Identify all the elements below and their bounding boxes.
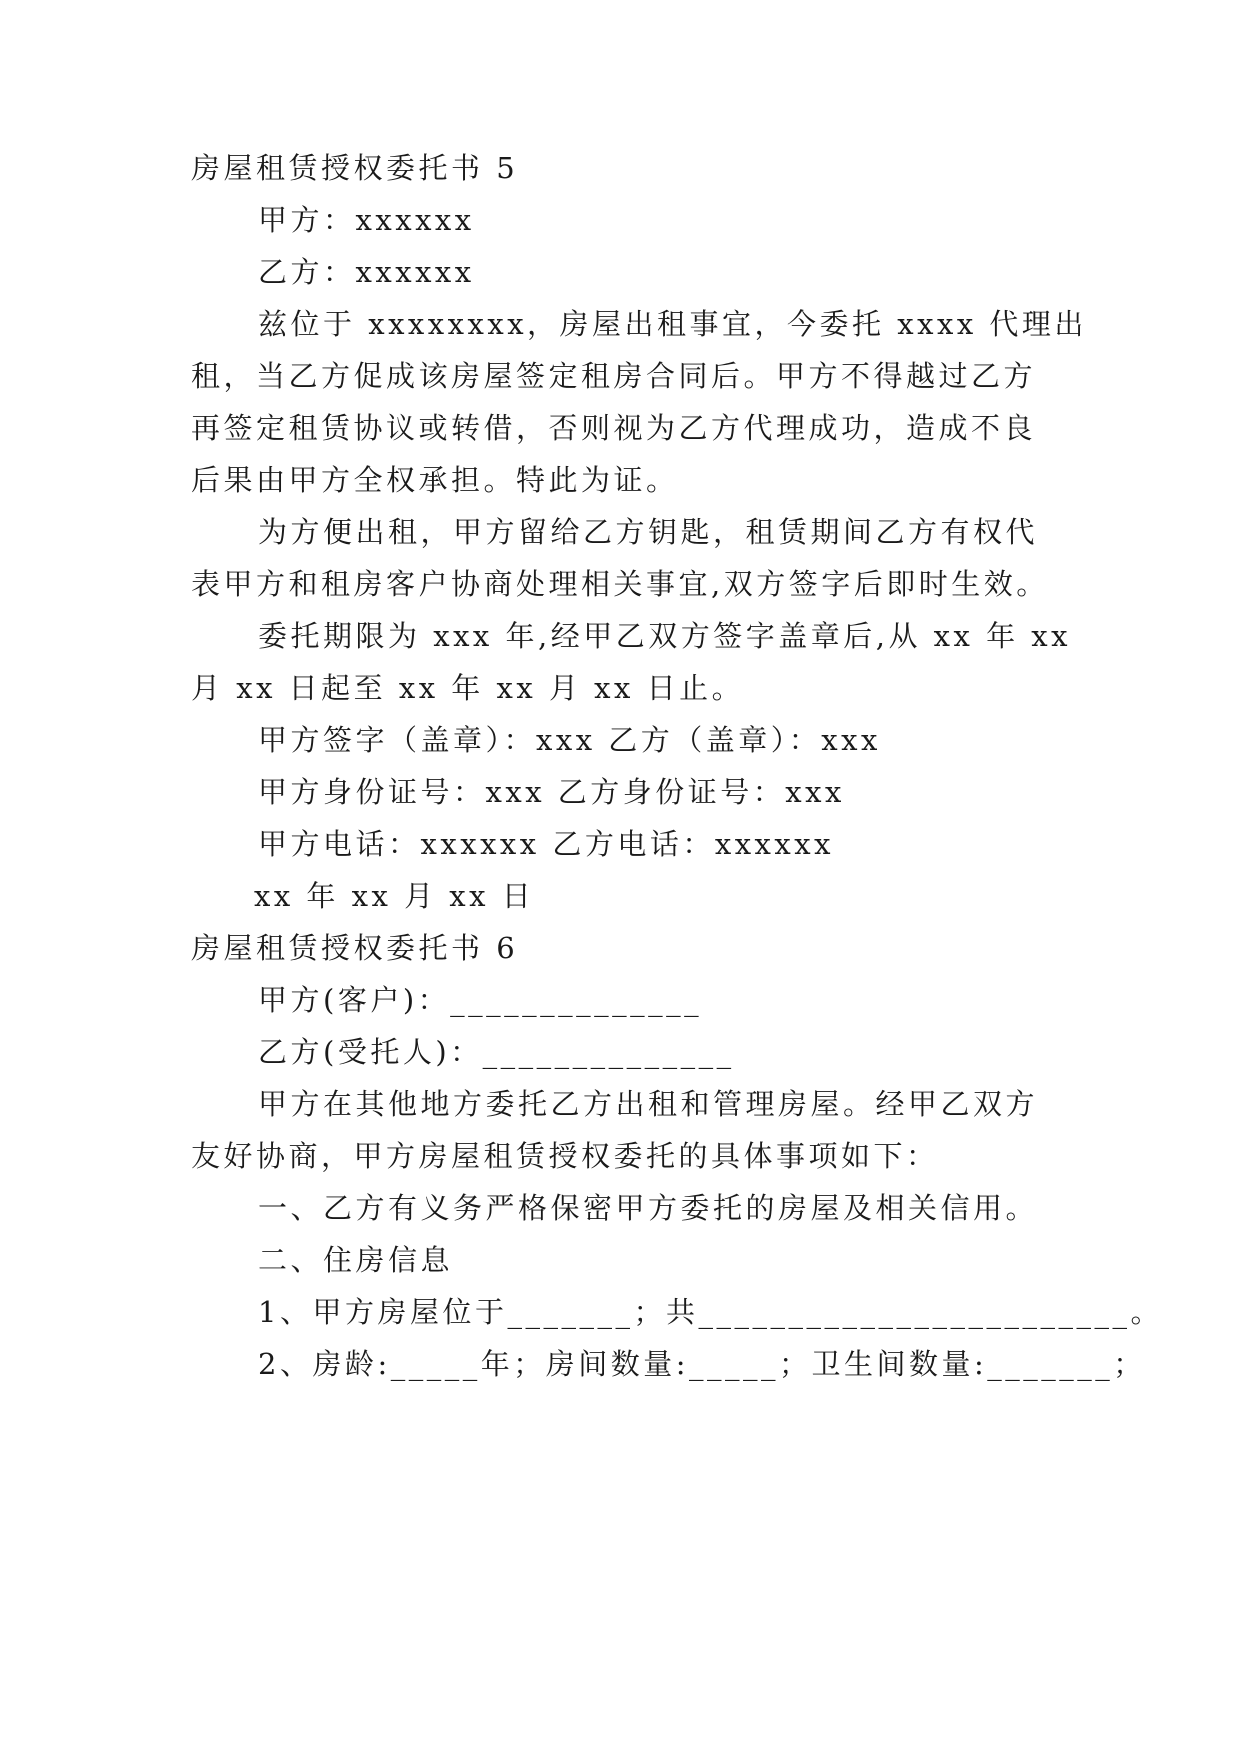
section5-para2-line2: 表甲方和租房客户协商处理相关事宜,双方签字后即时生效。 [191, 567, 1049, 601]
section5-phones: 甲方电话：xxxxxx 乙方电话：xxxxxx [258, 827, 834, 861]
section5-party-b: 乙方：xxxxxx [258, 255, 475, 289]
section5-para3-line1: 委托期限为 xxx 年,经甲乙双方签字盖章后,从 xx 年 xx [258, 619, 1072, 653]
section5-para1-line3: 再签定租赁协议或转借，否则视为乙方代理成功，造成不良 [191, 411, 1037, 445]
section6-item2-1: 1、甲方房屋位于_______；共________________________。 [258, 1295, 1163, 1329]
section6-party-b: 乙方(受托人)：______________ [258, 1035, 735, 1069]
section6-item2: 二、住房信息 [258, 1243, 454, 1277]
section5-signature: 甲方签字（盖章）：xxx 乙方（盖章）：xxx [258, 723, 881, 757]
section5-party-a: 甲方：xxxxxx [258, 203, 475, 237]
section5-title: 房屋租赁授权委托书 5 [191, 151, 519, 185]
section6-item2-2: 2、房龄:_____年；房间数量:_____；卫生间数量:_______； [258, 1347, 1146, 1381]
section5-para1-line2: 租，当乙方促成该房屋签定租房合同后。甲方不得越过乙方 [191, 359, 1037, 393]
section6-party-a: 甲方(客户)：______________ [258, 983, 703, 1017]
section5-id-numbers: 甲方身份证号：xxx 乙方身份证号：xxx [258, 775, 845, 809]
section5-para2-line1: 为方便出租，甲方留给乙方钥匙，租赁期间乙方有权代 [258, 515, 1039, 549]
section5-para1-line1: 兹位于 xxxxxxxx，房屋出租事宜，今委托 xxxx 代理出 [258, 307, 1087, 341]
section5-para3-line2: 月 xx 日起至 xx 年 xx 月 xx 日止。 [191, 671, 745, 705]
section6-intro-line2: 友好协商，甲方房屋租赁授权委托的具体事项如下： [191, 1139, 939, 1173]
section6-intro-line1: 甲方在其他地方委托乙方出租和管理房屋。经甲乙双方 [258, 1087, 1039, 1121]
section6-item1: 一、乙方有义务严格保密甲方委托的房屋及相关信用。 [258, 1191, 1039, 1225]
section5-para1-line4: 后果由甲方全权承担。特此为证。 [191, 463, 679, 497]
section6-title: 房屋租赁授权委托书 6 [191, 931, 519, 965]
section5-date: xx 年 xx 月 xx 日 [254, 879, 535, 913]
